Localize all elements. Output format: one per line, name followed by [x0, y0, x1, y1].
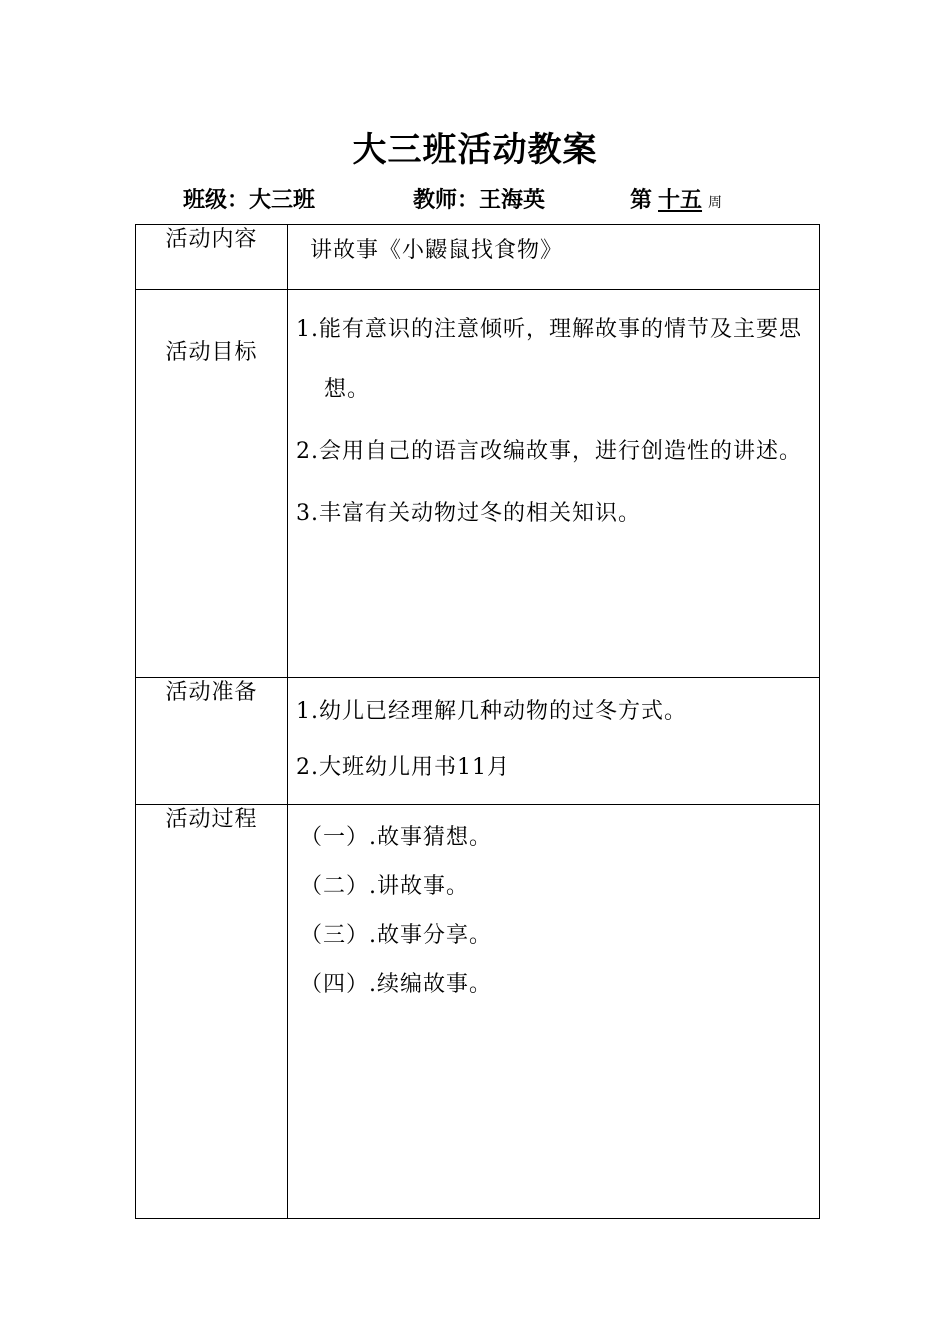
lesson-plan-table: [135, 224, 820, 1219]
process-step: （三）.故事分享。: [300, 923, 492, 948]
activity-process-cell: [288, 805, 820, 1219]
goals-list: [288, 290, 819, 544]
week-info: [630, 185, 722, 218]
activity-goals-cell: [288, 290, 820, 678]
class-info: 班级：大三班: [183, 187, 316, 213]
process-steps: [288, 805, 819, 1009]
row-activity-preparation: [136, 678, 820, 805]
process-step: （一）.故事猜想。: [300, 825, 492, 850]
week-number: 十五: [658, 187, 703, 213]
preparation-item: 1.幼儿已经理解几种动物的过冬方式。: [296, 699, 687, 724]
row-activity-process: [136, 805, 820, 1219]
activity-preparation-cell: [288, 678, 820, 805]
preparation-list: [288, 678, 819, 796]
label-activity-content: 活动内容: [136, 225, 288, 290]
label-activity-preparation: 活动准备: [136, 678, 288, 805]
activity-content-text: 讲故事《小鼹鼠找食物》: [310, 238, 564, 263]
label-activity-process: 活动过程: [136, 805, 288, 1219]
label-activity-goals: 活动目标: [136, 290, 288, 678]
week-prefix: 第: [630, 187, 653, 213]
row-activity-goals: [136, 290, 820, 678]
teacher-info: 教师：王海英: [413, 187, 546, 213]
activity-content-cell: [288, 225, 820, 290]
goal-item: 3.丰富有关动物过冬的相关知识。: [296, 501, 641, 526]
row-activity-content: [136, 225, 820, 290]
goal-item: 2.会用自己的语言改编故事，进行创造性的讲述。: [296, 439, 802, 464]
week-unit: 周: [708, 195, 723, 211]
process-step: （四）.续编故事。: [300, 972, 492, 997]
process-step: （二）.讲故事。: [300, 874, 469, 899]
goal-item: 1.能有意识的注意倾听，理解故事的情节及主要思想。: [296, 317, 802, 402]
preparation-item: 2.大班幼儿用书11月: [296, 755, 510, 780]
document-title: 大三班活动教案: [352, 130, 598, 170]
